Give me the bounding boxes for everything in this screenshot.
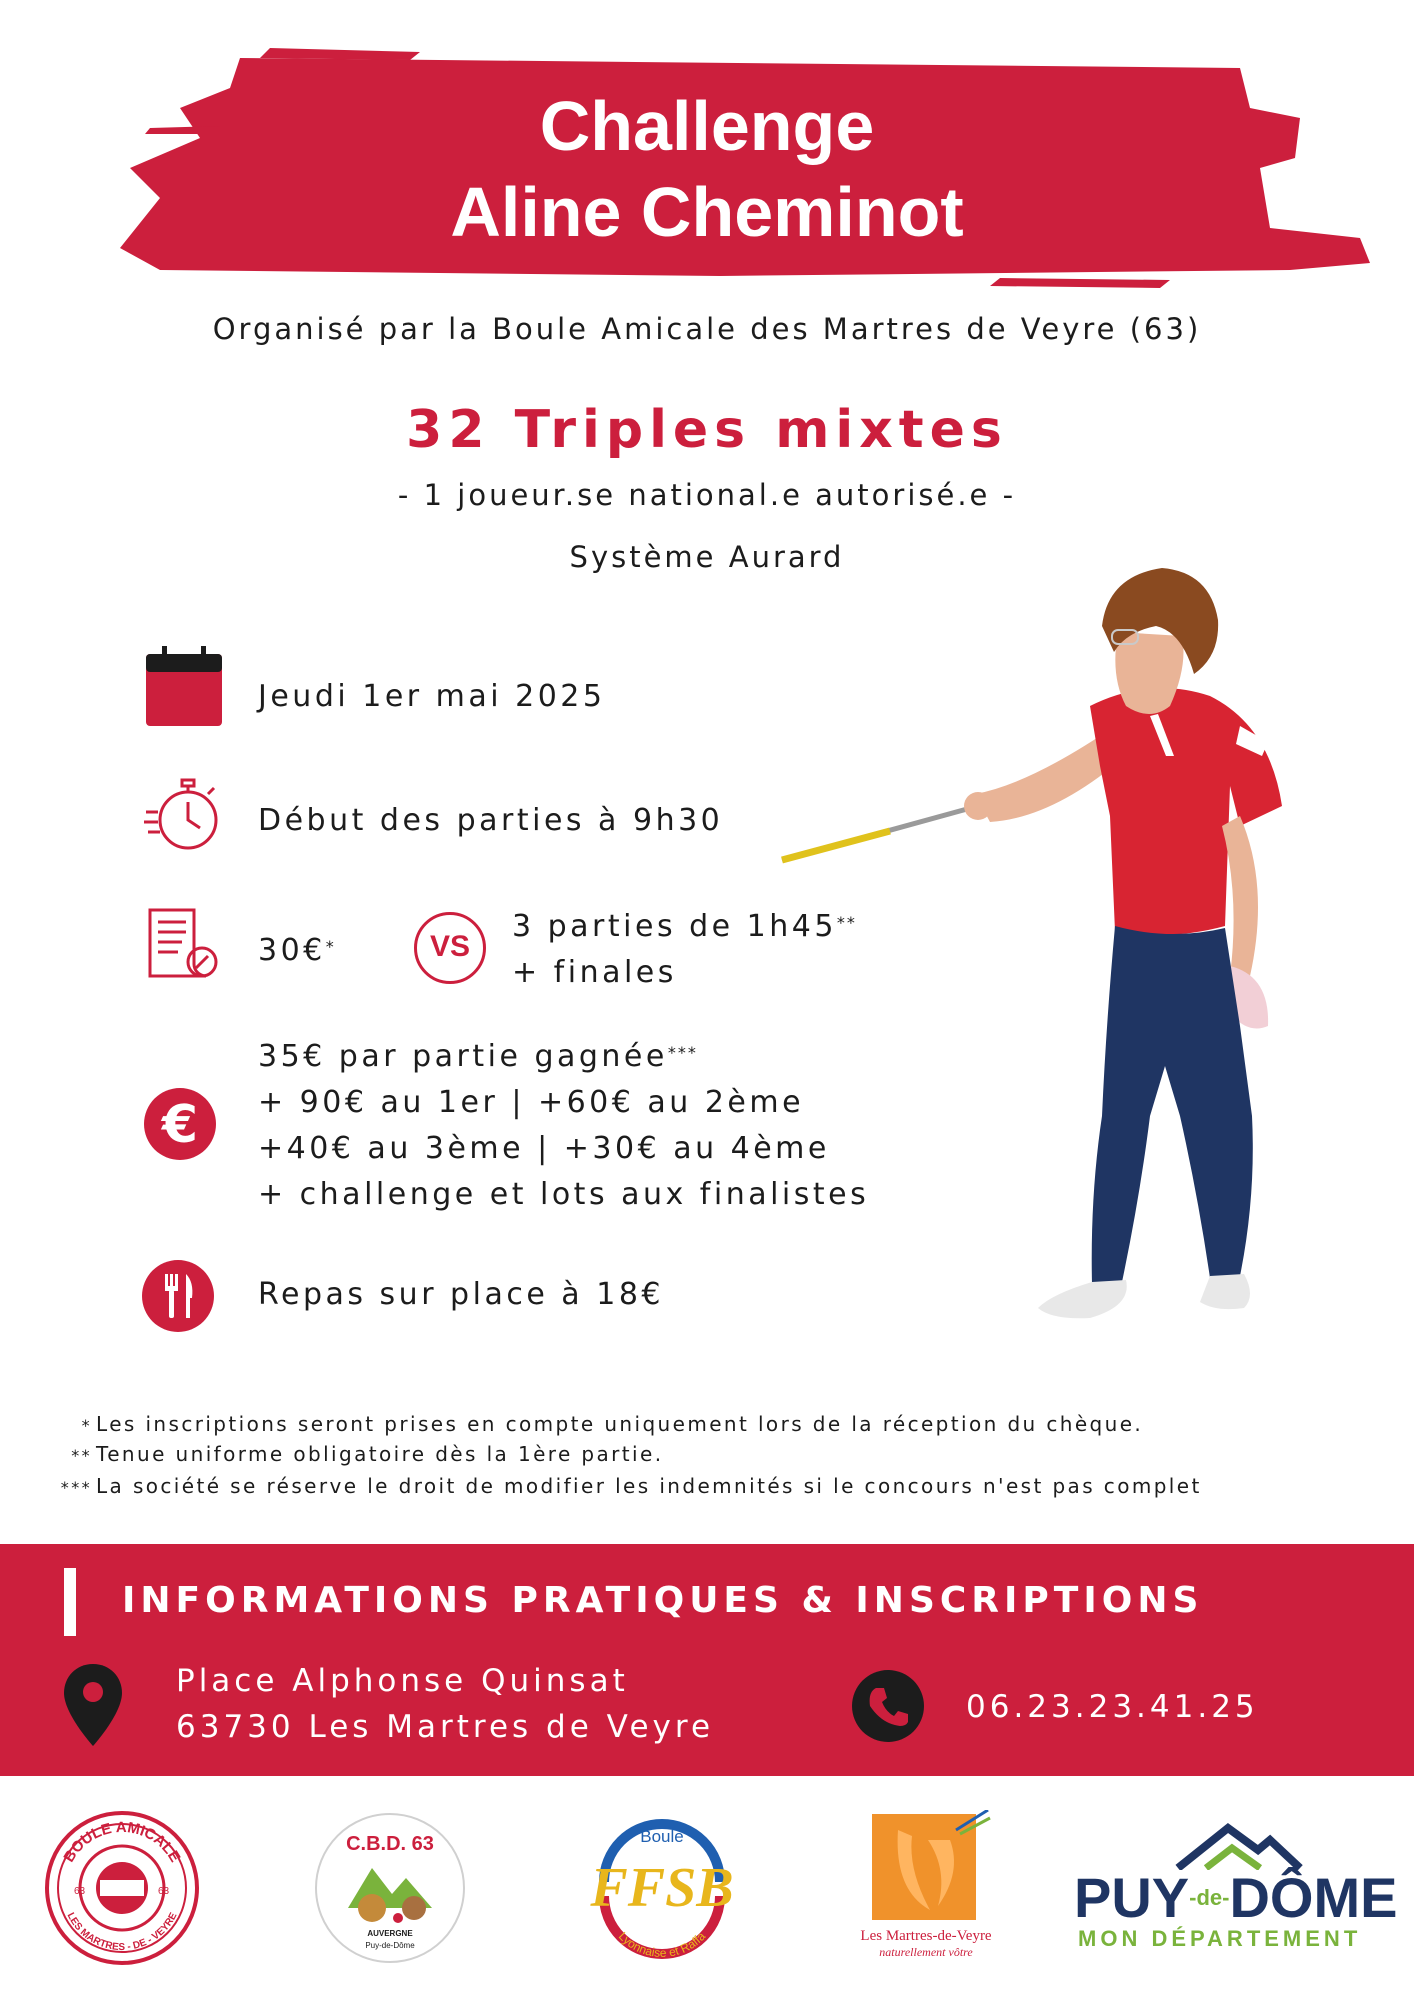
calendar-icon xyxy=(144,644,224,728)
stopwatch-icon xyxy=(142,774,222,854)
martres-de-veyre-logo xyxy=(838,1810,1014,1970)
band-accent-bar xyxy=(64,1568,76,1636)
svg-text:63: 63 xyxy=(74,1886,86,1897)
player-photo xyxy=(770,556,1330,1376)
martres-tagline: naturellement vôtre xyxy=(879,1945,973,1959)
svg-text:FFSB: FFSB xyxy=(590,1857,734,1919)
puy-de-dome-wordmark: $PUY^{-de-}DÔME$ xyxy=(1074,1866,1398,1929)
svg-text:LES MARTRES - DE - VEYRE: LES MARTRES - DE - VEYRE xyxy=(64,1911,180,1954)
event-system: Système Aurard xyxy=(569,540,845,574)
svg-text:Boule: Boule xyxy=(640,1827,684,1846)
footnote-3: *** La société se réserve le droit de modifier les indemnités si le concours n'est pas complet xyxy=(60,1474,1202,1498)
svg-text:C.B.D. 63: C.B.D. 63 xyxy=(346,1833,434,1855)
boule-amicale-logo xyxy=(44,1810,200,1966)
organizer-text: Organisé par la Boule Amicale des Martres de Veyre (63) xyxy=(212,312,1202,346)
versus-icon: VS xyxy=(414,912,486,984)
martres-name: Les Martres-de-Veyre xyxy=(860,1928,992,1944)
svg-text:AUVERGNE: AUVERGNE xyxy=(367,1929,413,1938)
practical-info-title: INFORMATIONS PRATIQUES & INSCRIPTIONS xyxy=(122,1580,1204,1621)
meal-info: Repas sur place à 18€ xyxy=(258,1277,664,1312)
svg-text:BOULE AMICALE: BOULE AMICALE xyxy=(60,1818,184,1866)
cutlery-icon xyxy=(142,1260,214,1332)
cbd63-logo xyxy=(314,1812,466,1964)
svg-text:Lyonnaise et Raffa: Lyonnaise et Raffa xyxy=(615,1929,709,1960)
event-headline: 32 Triples mixtes xyxy=(406,400,1008,460)
location-pin-icon xyxy=(62,1662,124,1748)
event-title-line2: Aline Cheminot xyxy=(450,173,964,251)
games-info: 3 parties de 1h45** + finales xyxy=(512,909,857,990)
phone-icon xyxy=(852,1670,924,1742)
puy-de-dome-logo xyxy=(1074,1822,1398,1962)
entry-fee: 30€* xyxy=(258,933,336,968)
start-time: Début des parties à 9h30 xyxy=(258,803,724,838)
address: Place Alphonse Quinsat 63730 Les Martres de Veyre xyxy=(176,1663,715,1745)
prize-info: 35€ par partie gagnée*** + 90€ au 1er | +60€ au 2ème +40€ au 3ème | +30€ au 4ème + challenge et lots aux finalistes xyxy=(258,1039,870,1212)
puy-de-dome-tagline: MON DÉPARTEMENT xyxy=(1078,1926,1362,1951)
ffsb-logo xyxy=(564,1812,760,1962)
svg-text:Puy-de-Dôme: Puy-de-Dôme xyxy=(365,1941,415,1950)
event-rule: - 1 joueur.se national.e autorisé.e - xyxy=(397,478,1017,512)
form-icon xyxy=(146,906,220,982)
footnote-1: * Les inscriptions seront prises en compte uniquement lors de la réception du chèque. xyxy=(81,1412,1144,1436)
svg-text:63: 63 xyxy=(158,1886,170,1897)
footnote-2: ** Tenue uniforme obligatoire dès la 1ère partie. xyxy=(71,1442,664,1466)
event-date: Jeudi 1er mai 2025 xyxy=(258,679,606,714)
event-title-line1: Challenge xyxy=(539,87,875,165)
phone-number: 06.23.23.41.25 xyxy=(966,1689,1259,1725)
euro-icon: € xyxy=(144,1088,216,1160)
